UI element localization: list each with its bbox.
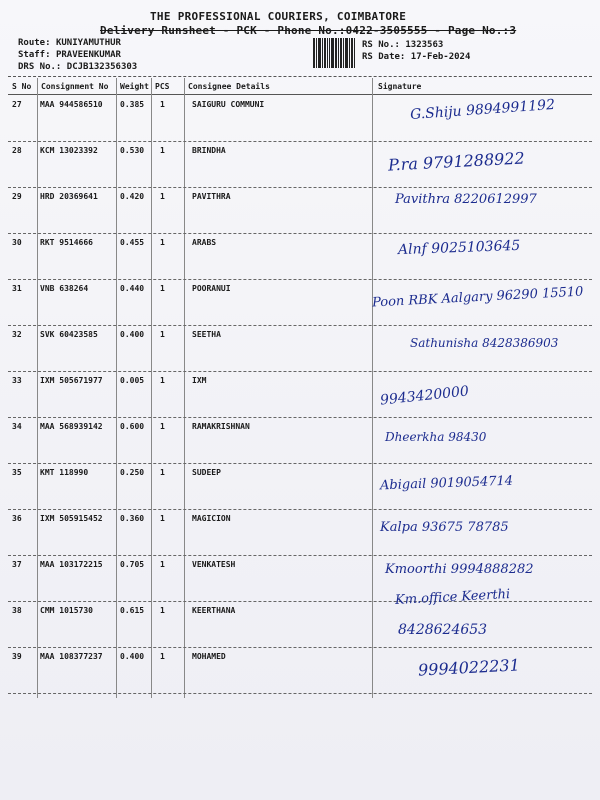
signature-handwriting: Dheerkha 98430 <box>385 430 487 444</box>
cell-pcs: 1 <box>160 146 165 155</box>
signature-handwriting: Kmoorthi 9994888282 <box>385 562 534 577</box>
signature-handwriting: Abigail 9019054714 <box>379 473 514 494</box>
cell-pcs: 1 <box>160 100 165 109</box>
row-rule <box>8 693 592 694</box>
staff-label: Staff: <box>18 50 51 60</box>
cell-pcs: 1 <box>160 514 165 523</box>
cell-consignment: KCM 13023392 <box>40 146 98 155</box>
cell-consignment: KMT 118990 <box>40 468 89 477</box>
col-consignment: Consignment No <box>41 82 109 91</box>
cell-consignee: SUDEEP <box>192 468 221 477</box>
rs-date-line <box>362 52 470 62</box>
cell-pcs: 1 <box>160 606 165 615</box>
col-consignee: Consignee Details <box>188 82 270 91</box>
col-signature: Signature <box>378 82 422 91</box>
cell-pcs: 1 <box>160 238 165 247</box>
cell-sno: 38 <box>12 606 22 615</box>
rs-no-label: RS No.: <box>362 40 400 50</box>
signature-handwriting: Pavithra 8220612997 <box>395 192 537 207</box>
cell-weight: 0.385 <box>120 100 145 109</box>
col-pcs: PCS <box>155 82 170 91</box>
header-rule-bottom <box>8 94 592 95</box>
signature-handwriting: Alnf 9025103645 <box>397 237 521 259</box>
runsheet-subtitle: Delivery Runsheet - PCK - Phone No.:0422-3505555 - Page No.:3 <box>100 24 517 37</box>
cell-consignment: VNB 638264 <box>40 284 89 293</box>
cell-consignment: MAA 103172215 <box>40 560 103 569</box>
cell-sno: 35 <box>12 468 22 477</box>
cell-consignee: ARABS <box>192 238 217 247</box>
cell-consignee: BRINDHA <box>192 146 226 155</box>
cell-consignment: IXM 505915452 <box>40 514 103 523</box>
signature-handwriting: Sathunisha 8428386903 <box>410 336 559 350</box>
cell-pcs: 1 <box>160 468 165 477</box>
signature-handwriting: 9943420000 <box>379 383 470 409</box>
signature-handwriting: Kalpa 93675 78785 <box>380 520 509 535</box>
cell-consignment: HRD 20369641 <box>40 192 98 201</box>
cell-consignee: PAVITHRA <box>192 192 231 201</box>
cell-pcs: 1 <box>160 284 165 293</box>
cell-sno: 29 <box>12 192 22 201</box>
cell-pcs: 1 <box>160 192 165 201</box>
drs-value: DCJB132356303 <box>66 62 138 72</box>
signature-handwriting: 8428624653 <box>398 622 488 638</box>
signature-handwriting: Poon RBK Aalgary 96290 15510 <box>371 284 584 311</box>
rs-date-value: 17-Feb-2024 <box>410 52 471 62</box>
cell-weight: 0.530 <box>120 146 145 155</box>
cell-weight: 0.400 <box>120 652 145 661</box>
staff-line <box>18 50 121 60</box>
cell-sno: 36 <box>12 514 22 523</box>
cell-sno: 30 <box>12 238 22 247</box>
table-row <box>0 602 600 648</box>
cell-consignment: MAA 568939142 <box>40 422 103 431</box>
rs-no-value: 1323563 <box>405 40 444 50</box>
cell-consignee: MOHAMED <box>192 652 226 661</box>
signature-handwriting: Km.office Keerthi <box>394 586 511 609</box>
cell-sno: 28 <box>12 146 22 155</box>
route-label: Route: <box>18 38 51 48</box>
cell-sno: 31 <box>12 284 22 293</box>
cell-consignee: SEETHA <box>192 330 221 339</box>
cell-weight: 0.420 <box>120 192 145 201</box>
route-line <box>18 38 121 48</box>
cell-consignment: RKT 9514666 <box>40 238 93 247</box>
route-value: KUNIYAMUTHUR <box>55 38 121 48</box>
signature-handwriting: P.ra 9791288922 <box>387 148 526 175</box>
cell-pcs: 1 <box>160 376 165 385</box>
page-title: THE PROFESSIONAL COURIERS, COIMBATORE <box>150 10 407 23</box>
cell-consignee: KEERTHANA <box>192 606 236 615</box>
cell-pcs: 1 <box>160 330 165 339</box>
cell-consignee: RAMAKRISHNAN <box>192 422 250 431</box>
rs-date-label: RS Date: <box>362 52 406 62</box>
cell-weight: 0.400 <box>120 330 145 339</box>
cell-sno: 34 <box>12 422 22 431</box>
signature-handwriting: 9994022231 <box>417 655 521 680</box>
table-row <box>0 372 600 418</box>
cell-consignment: MAA 944586510 <box>40 100 103 109</box>
cell-consignment: SVK 60423585 <box>40 330 98 339</box>
drs-line <box>18 62 137 72</box>
signature-handwriting: G.Shiju 9894991192 <box>409 96 556 124</box>
cell-consignee: MAGICION <box>192 514 231 523</box>
table-row <box>0 418 600 464</box>
staff-value: PRAVEENKUMAR <box>55 50 121 60</box>
cell-consignee: SAIGURU COMMUNI <box>192 100 265 109</box>
cell-consignee: VENKATESH <box>192 560 236 569</box>
cell-weight: 0.455 <box>120 238 145 247</box>
cell-consignment: IXM 505671977 <box>40 376 103 385</box>
cell-consignee: IXM <box>192 376 207 385</box>
cell-weight: 0.615 <box>120 606 145 615</box>
cell-sno: 39 <box>12 652 22 661</box>
cell-consignee: POORANUI <box>192 284 231 293</box>
cell-consignment: CMM 1015730 <box>40 606 93 615</box>
cell-sno: 33 <box>12 376 22 385</box>
barcode <box>313 38 357 68</box>
cell-sno: 37 <box>12 560 22 569</box>
cell-pcs: 1 <box>160 652 165 661</box>
cell-weight: 0.005 <box>120 376 145 385</box>
cell-weight: 0.600 <box>120 422 145 431</box>
cell-pcs: 1 <box>160 422 165 431</box>
cell-pcs: 1 <box>160 560 165 569</box>
cell-weight: 0.250 <box>120 468 145 477</box>
cell-consignment: MAA 108377237 <box>40 652 103 661</box>
drs-label: DRS No.: <box>18 62 62 72</box>
cell-weight: 0.440 <box>120 284 145 293</box>
cell-weight: 0.360 <box>120 514 145 523</box>
col-weight: Weight <box>120 82 149 91</box>
cell-weight: 0.705 <box>120 560 145 569</box>
header-rule-top <box>8 76 592 77</box>
cell-sno: 32 <box>12 330 22 339</box>
table-row <box>0 510 600 556</box>
rs-no-line <box>362 40 443 50</box>
cell-sno: 27 <box>12 100 22 109</box>
col-sno: S No <box>12 82 32 91</box>
